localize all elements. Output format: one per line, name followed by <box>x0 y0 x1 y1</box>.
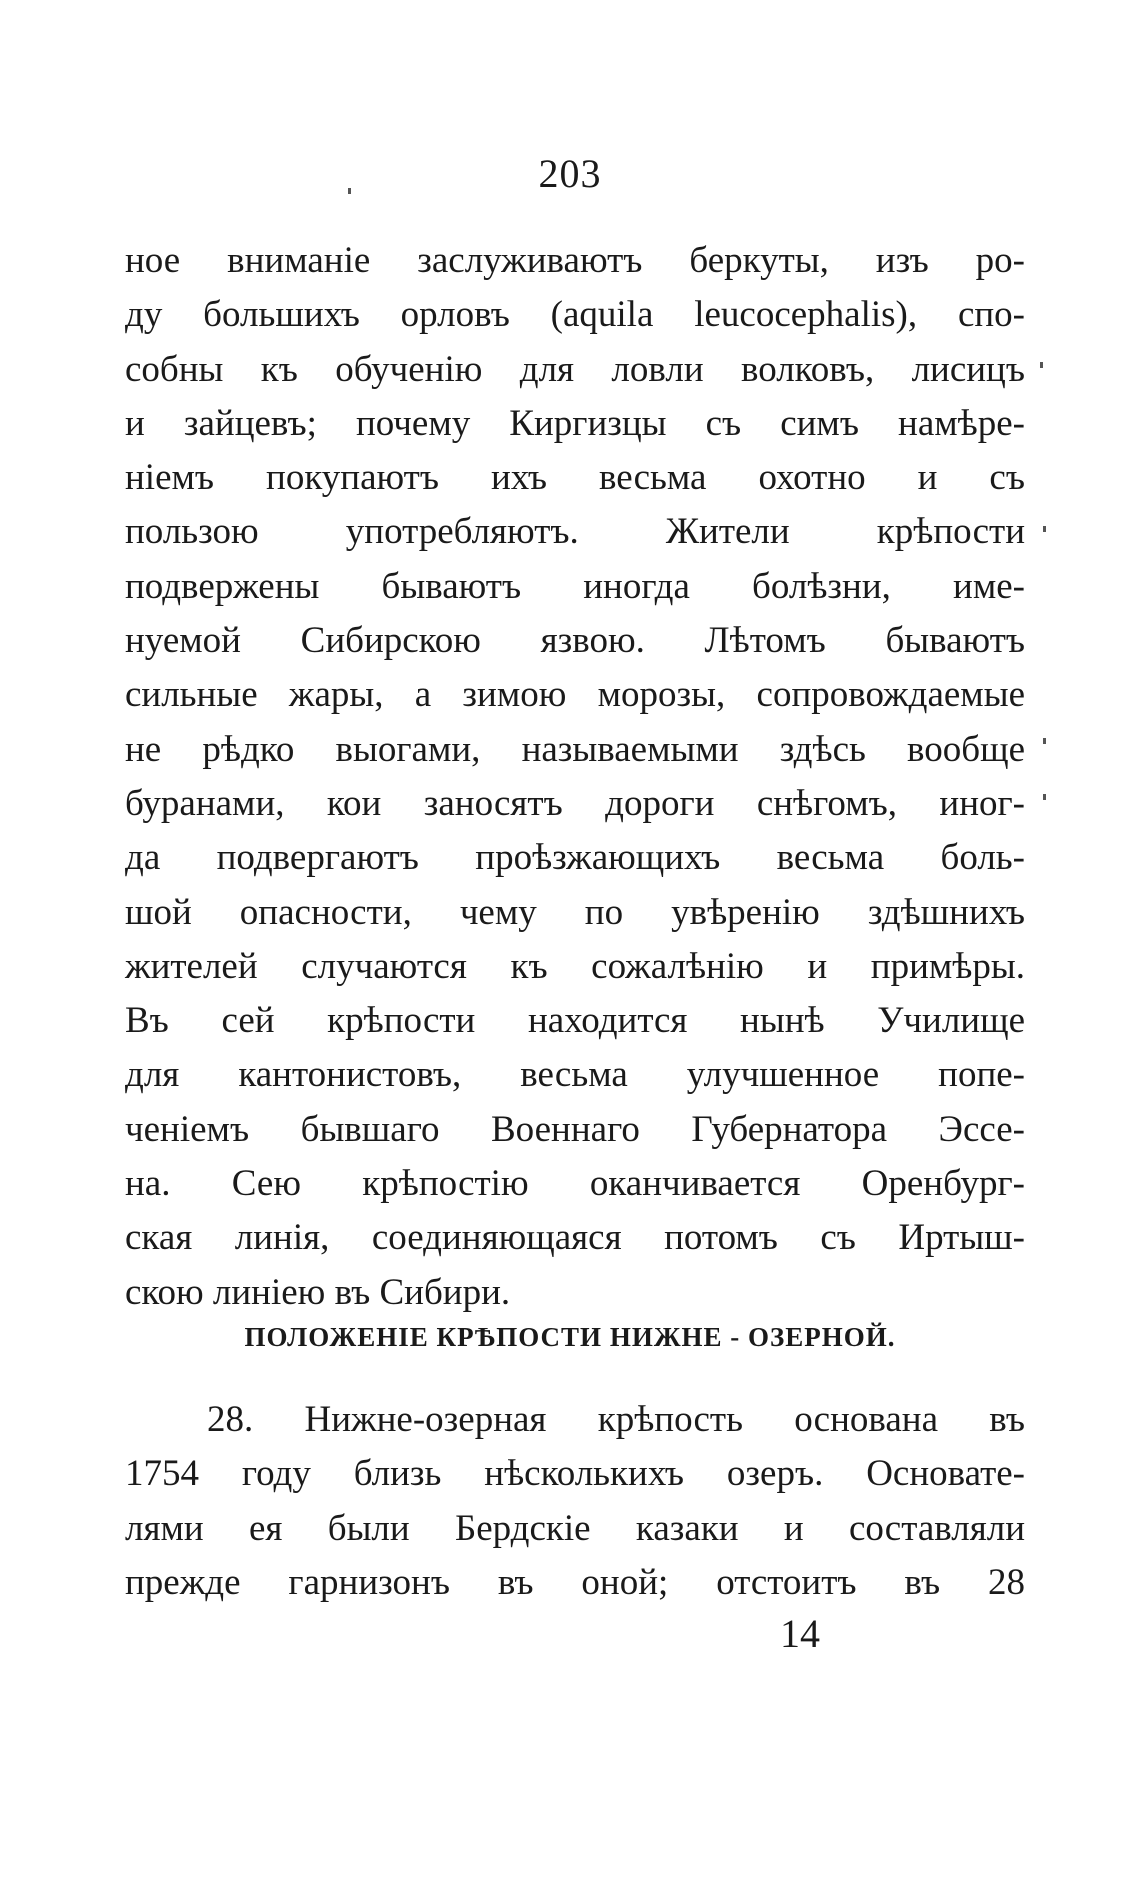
text-line: Въ сей крѣпости находится нынѣ Училище <box>125 1000 1025 1042</box>
print-speck <box>1043 794 1046 800</box>
text-line: ніемъ покупаютъ ихъ весьма охотно и съ <box>125 457 1025 499</box>
text-line: ская линія, соединяющаяся потомъ съ Иртыш- <box>125 1217 1025 1259</box>
text-line: ное вниманіе заслуживаютъ беркуты, изъ ро- <box>125 240 1025 281</box>
text-line: лями ея были Бердскіе казаки и составляли <box>125 1507 1025 1549</box>
text-line: 28. Нижне-озерная крѣпость основана въ <box>207 1399 1025 1440</box>
print-speck <box>348 188 351 194</box>
paragraph-section-28 <box>125 1393 1025 1610</box>
text-line: буранами, кои заносятъ дороги снѣгомъ, иног- <box>125 782 1025 824</box>
paragraph-continued <box>125 234 1025 1320</box>
text-line: 1754 году близь нѣсколькихъ озеръ. Основате- <box>125 1453 1025 1495</box>
print-speck <box>1040 362 1043 368</box>
page-number: 203 <box>538 151 602 196</box>
text-line: на. Сею крѣпостію оканчивается Оренбург- <box>125 1163 1025 1205</box>
text-line: прежде гарнизонъ въ оной; отстоитъ въ 28 <box>125 1561 1025 1603</box>
text-line: ченіемъ бывшаго Военнаго Губернатора Эссе- <box>125 1108 1025 1150</box>
text-line: нуемой Сибирскою язвою. Лѣтомъ бываютъ <box>125 620 1025 662</box>
text-line: пользою употребляютъ. Жители крѣпости <box>125 511 1025 553</box>
text-line: собны къ обученію для ловли волковъ, лисицъ <box>125 348 1025 390</box>
text-line: ду большихъ орловъ (aquila leucocephalis), спо- <box>125 294 1025 336</box>
text-line: и зайцевъ; почему Киргизцы съ симъ намѣре- <box>125 402 1025 444</box>
text-line: жителей случаются къ сожалѣнію и примѣры. <box>125 945 1025 987</box>
text-line: для кантонистовъ, весьма улучшенное попе- <box>125 1054 1025 1096</box>
section-heading: ПОЛОЖЕНІЕ КРѢПОСТИ НИЖНЕ - ОЗЕРНОЙ. <box>244 1322 896 1352</box>
text-line: да подвергаютъ проѣзжающихъ весьма боль- <box>125 837 1025 879</box>
print-speck <box>1043 526 1046 532</box>
text-line: не рѣдко выогами, называемыми здѣсь вообще <box>125 728 1025 770</box>
text-line: скою линіею въ Сибири. <box>125 1271 511 1313</box>
text-line: сильные жары, а зимою морозы, сопровождаемые <box>125 674 1025 716</box>
signature-mark: 14 <box>780 1611 820 1656</box>
text-line: шой опасности, чему по увѣренію здѣшнихъ <box>125 891 1025 933</box>
text-line: подвержены бываютъ иногда болѣзни, име- <box>125 565 1025 607</box>
print-speck <box>1043 738 1046 744</box>
